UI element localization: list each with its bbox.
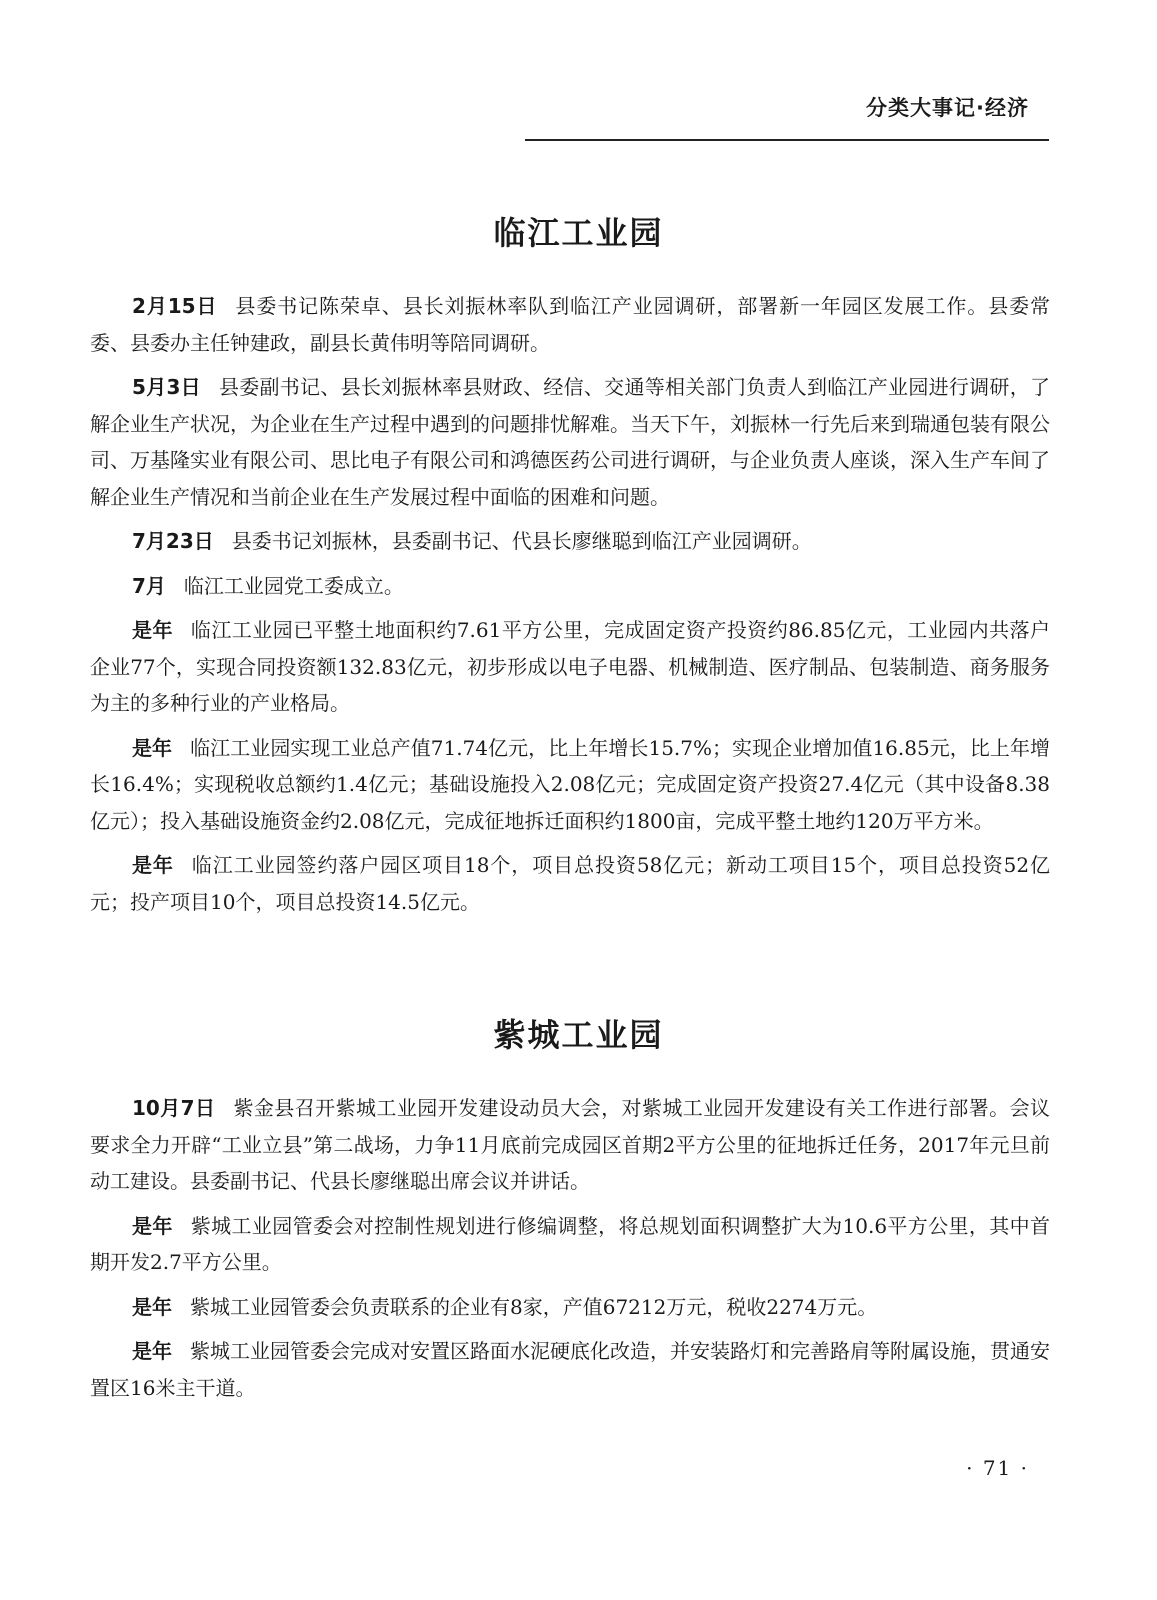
entry-text: 紫金县召开紫城工业园开发建设动员大会，对紫城工业园开发建设有关工作进行部署。会议要求全力开辟“工业立县”第二战场，力争11月底前完成园区首期2平方公里的征地拆迁任务，2017年元旦前动工建设。县委副书记、代县长廖继聪出席会议并讲话。: [90, 1096, 1051, 1193]
entry-text: 县委书记刘振林，县委副书记、代县长廖继聪到临江产业园调研。: [231, 529, 812, 553]
entry: [90, 612, 1050, 722]
entry: [90, 369, 1050, 515]
section-body-linjiang: [90, 288, 1050, 928]
entry-date: 7月: [132, 573, 166, 598]
page-number: · 71 ·: [966, 1456, 1029, 1480]
entry-date: 是年: [132, 618, 173, 642]
entry-date: 10月7日: [132, 1096, 216, 1120]
entry-date: 是年: [132, 1294, 172, 1319]
entry-text: 临江工业园实现工业总产值71.74亿元，比上年增长15.7%；实现企业增加值16.85元，比上年增长16.4%；实现税收总额约1.4亿元；基础设施投入2.08亿元；完成固定资产投资27.4亿元（其中设备8.38亿元）；投入基础设施资金约2.08亿元，完成征地拆迁面积约1800亩，完成平整土地约120万平方米。: [90, 735, 1051, 833]
entry-date: 是年: [132, 1213, 173, 1238]
header-rule: [525, 139, 1049, 141]
section-title-zicheng: 紫城工业园: [493, 1016, 664, 1054]
entry-text: 紫城工业园管委会对控制性规划进行修编调整，将总规划面积调整扩大为10.6平方公里，其中首期开发2.7平方公里。: [90, 1213, 1051, 1274]
section-title-linjiang: 临江工业园: [493, 214, 664, 252]
entry-text: 县委副书记、县长刘振林率县财政、经信、交通等相关部门负责人到临江产业园进行调研，了解企业生产状况，为企业在生产过程中遇到的问题排忧解难。当天下午，刘振林一行先后来到瑞通包装有限公司、万基隆实业有限公司、思比电子有限公司和鸿德医药公司进行调研，与企业负责人座谈，深入生产车间了解企业生产情况和当前企业在生产发展过程中面临的困难和问题。: [90, 375, 1050, 509]
entry-text: 县委书记陈荣卓、县长刘振林率队到临江产业园调研，部署新一年园区发展工作。县委常委、县委办主任钟建政，副县长黄伟明等陪同调研。: [90, 294, 1051, 355]
entry: [90, 523, 1050, 560]
entry: [90, 288, 1050, 361]
entry-date: 2月15日: [132, 294, 218, 318]
entry-date: 7月23日: [132, 529, 214, 553]
entry-date: 5月3日: [132, 375, 201, 399]
entry-text: 临江工业园党工委成立。: [183, 573, 404, 598]
entry-date: 是年: [132, 853, 174, 877]
entry-text: 紫城工业园管委会完成对安置区路面水泥硬底化改造，并安装路灯和完善路肩等附属设施，贯通安置区16米主干道。: [90, 1339, 1050, 1400]
section-body-zicheng: [90, 1090, 1050, 1414]
entry-text: 临江工业园已平整土地面积约7.61平方公里，完成固定资产投资约86.85亿元，工业园内共落户企业77个，实现合同投资额132.83亿元，初步形成以电子电器、机械制造、医疗制品、包装制造、商务服务为主的多种行业的产业格局。: [90, 618, 1051, 715]
entry: [90, 847, 1050, 920]
entry: [90, 1208, 1050, 1281]
entry: [90, 1090, 1050, 1200]
entry-date: 是年: [132, 735, 173, 760]
entry: [90, 730, 1050, 840]
entry: [90, 1333, 1050, 1406]
entry-date: 是年: [132, 1339, 172, 1363]
entry-text: 紫城工业园管委会负责联系的企业有8家，产值67212万元，税收2274万元。: [190, 1294, 878, 1319]
entry-text: 临江工业园签约落户园区项目18个，项目总投资58亿元；新动工项目15个，项目总投资52亿元；投产项目10个，项目总投资14.5亿元。: [90, 853, 1051, 914]
entry: [90, 568, 1050, 605]
entry: [90, 1289, 1050, 1326]
running-header: 分类大事记·经济: [866, 96, 1029, 120]
